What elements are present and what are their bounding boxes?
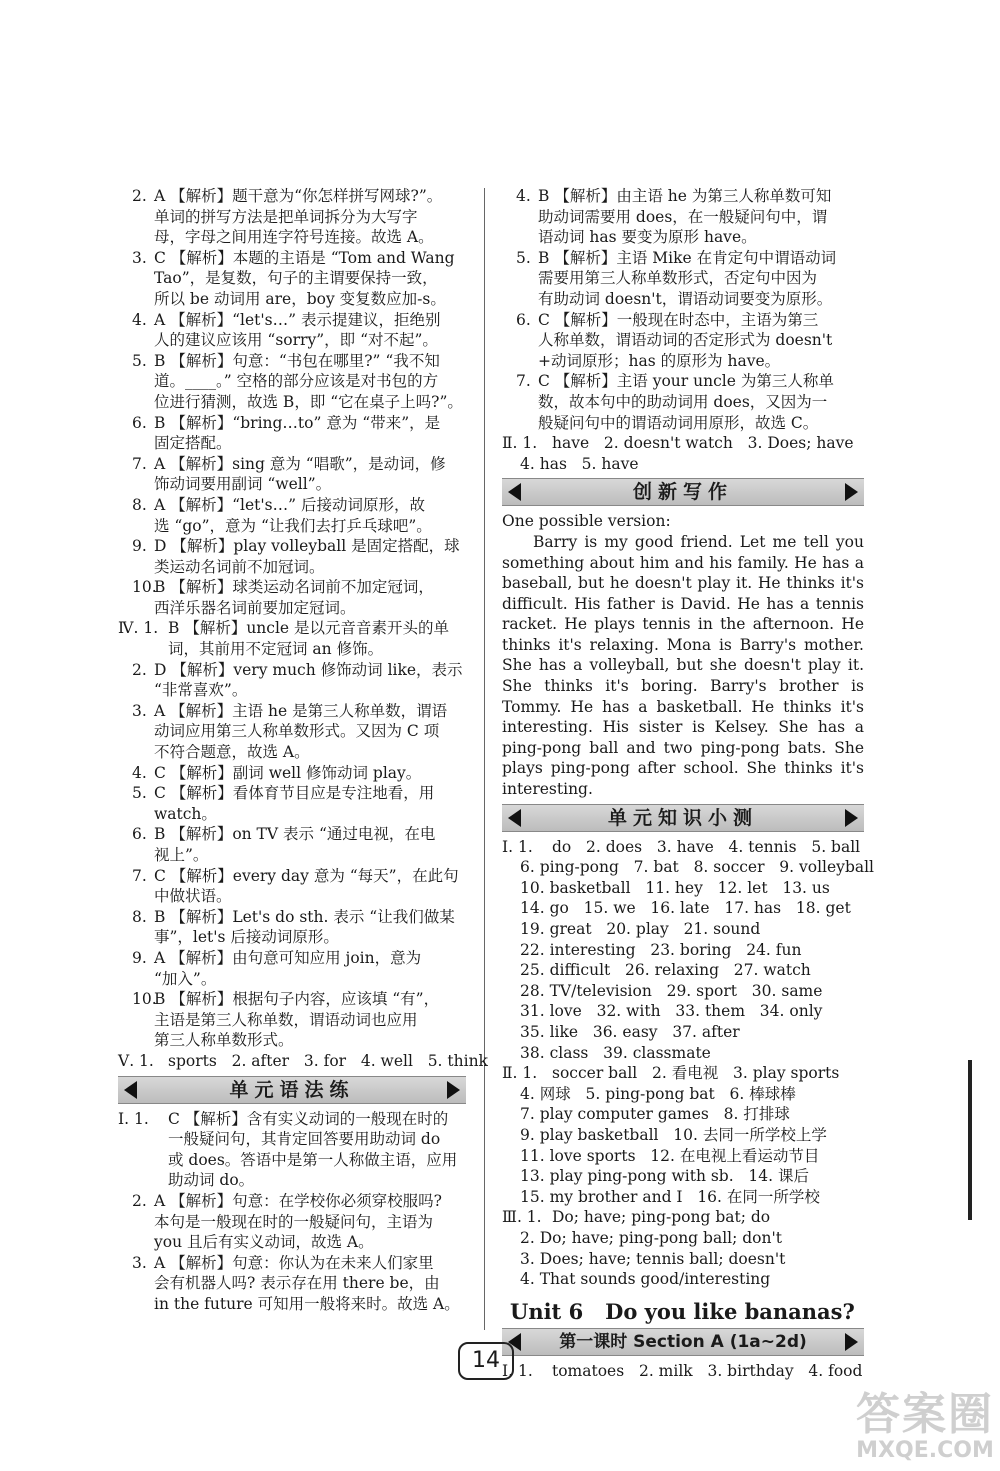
answer-item bbox=[502, 248, 864, 310]
item-line: A 【解析】句意：你认为在未来人们家里 bbox=[154, 1253, 434, 1272]
item-number: 2. bbox=[132, 187, 147, 205]
item-line: 31. love 32. with 33. them 34. only bbox=[520, 1002, 823, 1021]
answer-item bbox=[118, 701, 466, 763]
item-line: 38. class 39. classmate bbox=[520, 1043, 711, 1062]
item-line: A 【解析】“let's…” 后接动词原形，故 bbox=[154, 495, 425, 514]
item-line: A 【解析】由句意可知应用 join，意为 bbox=[154, 948, 422, 967]
arrow-right-icon bbox=[845, 809, 858, 827]
section-answer bbox=[502, 837, 875, 1064]
item-line: 25. difficult 26. relaxing 27. watch bbox=[520, 961, 811, 980]
section-answer bbox=[502, 1361, 864, 1382]
item-number: Ⅳ. 1. bbox=[118, 619, 159, 638]
page-number: 14 bbox=[458, 1342, 514, 1380]
item-number: 8. bbox=[132, 495, 147, 514]
item-line: 有助动词 doesn't，谓语动词要变为原形。 bbox=[538, 289, 833, 308]
item-number: 5. bbox=[516, 248, 531, 267]
item-line: 4. has 5. have bbox=[520, 454, 639, 473]
section-banner-title: 单元知识小测 bbox=[607, 806, 758, 829]
item-number: Ⅰ. 1. bbox=[502, 1362, 533, 1381]
item-number: 5. bbox=[132, 784, 147, 803]
item-line: 道。____。” 空格的部分应该是对书包的方 bbox=[154, 372, 439, 391]
item-number: 3. bbox=[132, 248, 147, 267]
item-line: 19. great 20. play 21. sound bbox=[520, 920, 761, 938]
item-line: 动词应用第三人称单数形式。又因为 C 项 bbox=[154, 722, 440, 741]
item-line: 7. play computer games 8. 打排球 bbox=[520, 1105, 790, 1124]
item-line: “加入”。 bbox=[154, 969, 217, 988]
item-line: 13. play ping-pong with sb. 14. 课后 bbox=[520, 1167, 810, 1186]
item-line: A 【解析】题干意为“你怎样拼写网球?”。 bbox=[154, 187, 443, 205]
item-number: 7. bbox=[132, 866, 147, 885]
item-line: Do; have; ping-pong bat; do bbox=[552, 1208, 771, 1227]
item-line: 所以 be 动词用 are，boy 变复数应加-s。 bbox=[154, 289, 446, 308]
item-line: +动词原形；has 的原形为 have。 bbox=[538, 351, 781, 370]
item-line: 9. play basketball 10. 去同一所学校上学 bbox=[520, 1125, 827, 1144]
item-line: 10. basketball 11. hey 12. let 13. us bbox=[520, 878, 830, 897]
item-number: 10. bbox=[132, 990, 157, 1009]
section-answer bbox=[118, 1109, 466, 1191]
item-line: soccer ball 2. 看电视 3. play sports bbox=[552, 1064, 840, 1083]
item-line: 位进行猜测，故选 B，即 “它在桌子上吗?”。 bbox=[154, 392, 463, 411]
section-banner bbox=[502, 478, 864, 506]
item-line: C 【解析】含有实义动词的一般现在时的 bbox=[168, 1109, 449, 1128]
item-number: 7. bbox=[516, 372, 531, 391]
section-answer bbox=[502, 433, 864, 474]
watermark-main: 答案圈 bbox=[856, 1389, 994, 1440]
answer-item bbox=[118, 186, 466, 248]
item-line: C 【解析】every day 意为 “每天”，在此句 bbox=[154, 866, 459, 885]
item-line: B 【解析】主语 Mike 在肯定句中谓语动词 bbox=[538, 248, 837, 267]
answer-item bbox=[502, 310, 864, 372]
item-number: 2. bbox=[132, 660, 147, 679]
item-line: 事”，let's 后接动词原形。 bbox=[154, 928, 339, 947]
answer-item bbox=[118, 866, 466, 907]
answer-item bbox=[118, 248, 466, 310]
item-number: 4. bbox=[132, 310, 147, 329]
answer-item bbox=[118, 660, 466, 701]
right-column bbox=[502, 186, 875, 1382]
answer-item bbox=[118, 454, 466, 495]
item-line: 西洋乐器名词前要加定冠词。 bbox=[154, 598, 356, 617]
item-line: Tao”，是复数，句子的主谓要保持一致， bbox=[154, 269, 438, 288]
item-line: B 【解析】Let's do sth. 表示 “让我们做某 bbox=[154, 907, 455, 926]
section-banner-title: 单元语法练 bbox=[229, 1078, 355, 1101]
item-line: B 【解析】“bring…to” 意为 “带来”，是 bbox=[154, 413, 441, 432]
item-line: 一般疑问句，其肯定回答要用助动词 do bbox=[168, 1130, 441, 1149]
item-line: 语动词 has 要变为原形 have。 bbox=[538, 228, 757, 247]
item-number: 7. bbox=[132, 454, 147, 473]
item-number: Ⅴ. 1. bbox=[118, 1051, 154, 1070]
answer-item bbox=[118, 310, 466, 351]
item-number: 6. bbox=[516, 310, 531, 329]
item-line: 28. TV/television 29. sport 30. same bbox=[520, 981, 823, 1000]
item-line: 助动词 do。 bbox=[168, 1171, 255, 1190]
item-line: you 且后有实义动词，故选 A。 bbox=[154, 1233, 374, 1252]
answer-item bbox=[118, 824, 466, 865]
item-line: have 2. doesn't watch 3. Does; have bbox=[552, 434, 854, 453]
answer-item bbox=[118, 1253, 466, 1315]
section-banner-title: 第一课时 Section A (1a~2d) bbox=[559, 1332, 807, 1353]
answer-item bbox=[118, 351, 466, 413]
arrow-right-icon bbox=[447, 1081, 460, 1099]
unit-heading: Unit 6 Do you like bananas? bbox=[510, 1298, 855, 1324]
item-line: sports 2. after 3. for 4. well 5. think bbox=[168, 1051, 488, 1070]
item-number: 4. bbox=[132, 763, 147, 782]
answer-item bbox=[502, 186, 864, 248]
item-number: 10. bbox=[132, 578, 157, 597]
section-banner bbox=[118, 1076, 466, 1104]
answer-item bbox=[118, 536, 466, 577]
item-line: 视上”。 bbox=[154, 846, 209, 864]
item-number: 3. bbox=[132, 1253, 147, 1272]
item-line: C 【解析】主语 your uncle 为第三人称单 bbox=[538, 372, 834, 391]
item-line: D 【解析】very much 修饰动词 like，表示 bbox=[154, 660, 463, 679]
item-line: 22. interesting 23. boring 24. fun bbox=[520, 940, 802, 959]
item-line: 4. 网球 5. ping-pong bat 6. 棒球棒 bbox=[520, 1084, 796, 1103]
item-line: A 【解析】sing 意为 “唱歌”，是动词，修 bbox=[154, 454, 446, 473]
section-answer bbox=[502, 1063, 864, 1207]
item-line: 饰动词要用副词 “well”。 bbox=[154, 475, 332, 494]
item-number: 9. bbox=[132, 948, 147, 967]
section-answer bbox=[118, 618, 466, 659]
section-banner bbox=[502, 804, 864, 832]
item-line: A 【解析】“let's…” 表示提建议，拒绝别 bbox=[154, 310, 441, 329]
item-line: C 【解析】副词 well 修饰动词 play。 bbox=[154, 763, 422, 782]
item-number: Ⅰ. 1. bbox=[502, 837, 533, 856]
item-line: 11. love sports 12. 在电视上看运动节目 bbox=[520, 1146, 820, 1165]
answer-item bbox=[118, 783, 466, 824]
item-line: 6. ping-pong 7. bat 8. soccer 9. volleyball bbox=[520, 858, 875, 877]
item-line: 中做状语。 bbox=[154, 887, 232, 906]
item-number: 3. bbox=[132, 701, 147, 720]
item-line: 人称单数，谓语动词的否定形式为 doesn't bbox=[538, 331, 833, 350]
edge-mark bbox=[968, 1060, 972, 1220]
item-line: 14. go 15. we 16. late 17. has 18. get bbox=[520, 899, 851, 918]
plain-text: One possible version: bbox=[502, 512, 671, 531]
watermark-sub: MXQE.COM bbox=[856, 1438, 994, 1463]
item-number: 9. bbox=[132, 537, 147, 556]
arrow-right-icon bbox=[845, 483, 858, 501]
item-line: 助动词需要用 does，在一般疑问句中，谓 bbox=[538, 207, 828, 226]
item-line: 需要用第三人称单数形式，否定句中因为 bbox=[538, 269, 818, 288]
item-line: 单词的拼写方法是把单词拆分为大写字 bbox=[154, 207, 418, 226]
item-line: 3. Does; have; tennis ball; doesn't bbox=[520, 1249, 786, 1268]
item-line: C 【解析】本题的主语是 “Tom and Wang bbox=[154, 248, 455, 267]
item-line: B 【解析】uncle 是以元音音素开头的单 bbox=[168, 619, 450, 638]
answer-item bbox=[118, 763, 466, 784]
item-line: 第三人称单数形式。 bbox=[154, 1031, 294, 1050]
item-line: 固定搭配。 bbox=[154, 434, 232, 453]
item-number: 6. bbox=[132, 413, 147, 432]
item-line: B 【解析】句意：“书包在哪里?” “我不知 bbox=[154, 351, 440, 370]
section-answer bbox=[118, 1051, 488, 1072]
item-line: watch。 bbox=[154, 804, 217, 823]
section-banner bbox=[502, 1328, 864, 1356]
answer-item bbox=[118, 413, 466, 454]
item-line: 不符合题意，故选 A。 bbox=[154, 743, 310, 762]
item-line: B 【解析】由主语 he 为第三人称单数可知 bbox=[538, 187, 832, 205]
answer-item bbox=[118, 948, 466, 989]
answer-item bbox=[502, 371, 864, 433]
item-number: 8. bbox=[132, 907, 147, 926]
item-line: 母，字母之间用连字符号连接。故选 A。 bbox=[154, 228, 434, 247]
item-line: 本句是一般现在时的一般疑问句，主语为 bbox=[154, 1212, 434, 1231]
item-line: 选 “go”，意为 “让我们去打乒乓球吧”。 bbox=[154, 516, 432, 535]
answer-item bbox=[118, 989, 466, 1051]
left-column bbox=[118, 186, 488, 1314]
item-number: 5. bbox=[132, 351, 147, 370]
item-number: Ⅰ. 1. bbox=[118, 1109, 149, 1128]
section-banner-title: 创新写作 bbox=[632, 481, 733, 504]
item-number: Ⅱ. 1. bbox=[502, 1064, 538, 1083]
item-line: A 【解析】主语 he 是第三人称单数，谓语 bbox=[154, 701, 448, 720]
item-line: 4. That sounds good/interesting bbox=[520, 1270, 771, 1289]
column-divider bbox=[484, 188, 485, 1330]
item-line: 人的建议应该用 “sorry”，即 “对不起”。 bbox=[154, 331, 438, 350]
item-line: 词，其前用不定冠词 an 修饰。 bbox=[168, 640, 384, 659]
writing-paragraph: Barry is my good friend. Let me tell you something about him and his family. He has a baseball, but he doesn't play it. He thinks it's difficult. His father is David. He has a tennis racket. He plays tennis in the afternoon. He thinks it's relaxing. Mona is Barry's mother. She has a volleyball, but she doesn't play it. She thinks it's boring. Barry's brother is Tommy. He has a basketball. He thinks it's interesting. His sister is Kelsey. She has a ping-pong ball and two ping-pong bats. She plays ping-pong after school. She thinks it's interesting. bbox=[502, 532, 864, 799]
answer-item bbox=[118, 577, 466, 618]
item-line: 2. Do; have; ping-pong ball; don't bbox=[520, 1228, 782, 1247]
item-line: D 【解析】play volleyball 是固定搭配，球 bbox=[154, 537, 460, 556]
item-line: 般疑问句中的谓语动词用原形，故选 C。 bbox=[538, 413, 819, 432]
item-line: tomatoes 2. milk 3. birthday 4. food bbox=[552, 1362, 863, 1381]
item-number: Ⅲ. 1. bbox=[502, 1208, 542, 1227]
item-line: 或 does。答语中是第一人称做主语，应用 bbox=[168, 1150, 458, 1169]
item-line: B 【解析】根据句子内容，应该填 “有”， bbox=[154, 990, 440, 1009]
item-number: 4. bbox=[516, 187, 531, 205]
item-line: 类运动名词前不加冠词。 bbox=[154, 557, 325, 576]
item-line: B 【解析】球类运动名词前不加定冠词， bbox=[154, 578, 434, 597]
section-answer bbox=[502, 1207, 864, 1289]
item-line: 主语是第三人称单数，谓语动词也应用 bbox=[154, 1010, 418, 1029]
answer-item bbox=[118, 495, 466, 536]
item-number: 2. bbox=[132, 1191, 147, 1210]
item-line: do 2. does 3. have 4. tennis 5. ball bbox=[552, 837, 861, 856]
item-line: 会有机器人吗? 表示存在用 there be，由 bbox=[154, 1274, 440, 1293]
item-number: Ⅱ. 1. bbox=[502, 434, 538, 453]
item-number: 6. bbox=[132, 825, 147, 844]
item-line: 数，故本句中的助动词用 does，又因为一 bbox=[538, 392, 828, 411]
item-line: “非常喜欢”。 bbox=[154, 681, 248, 700]
item-line: A 【解析】句意：在学校你必须穿校服吗? bbox=[154, 1191, 442, 1210]
item-line: 15. my brother and I 16. 在同一所学校 bbox=[520, 1187, 820, 1206]
item-line: B 【解析】on TV 表示 “通过电视，在电 bbox=[154, 825, 436, 844]
item-line: C 【解析】看体育节目应是专注地看，用 bbox=[154, 784, 435, 803]
arrow-right-icon bbox=[845, 1333, 858, 1351]
answer-item bbox=[118, 1191, 466, 1253]
item-line: 35. like 36. easy 37. after bbox=[520, 1022, 740, 1041]
answer-item bbox=[118, 907, 466, 948]
watermark-logo bbox=[856, 1389, 994, 1463]
item-line: C 【解析】一般现在时态中，主语为第三 bbox=[538, 310, 819, 329]
item-line: in the future 可知用一般将来时。故选 A。 bbox=[154, 1294, 460, 1313]
